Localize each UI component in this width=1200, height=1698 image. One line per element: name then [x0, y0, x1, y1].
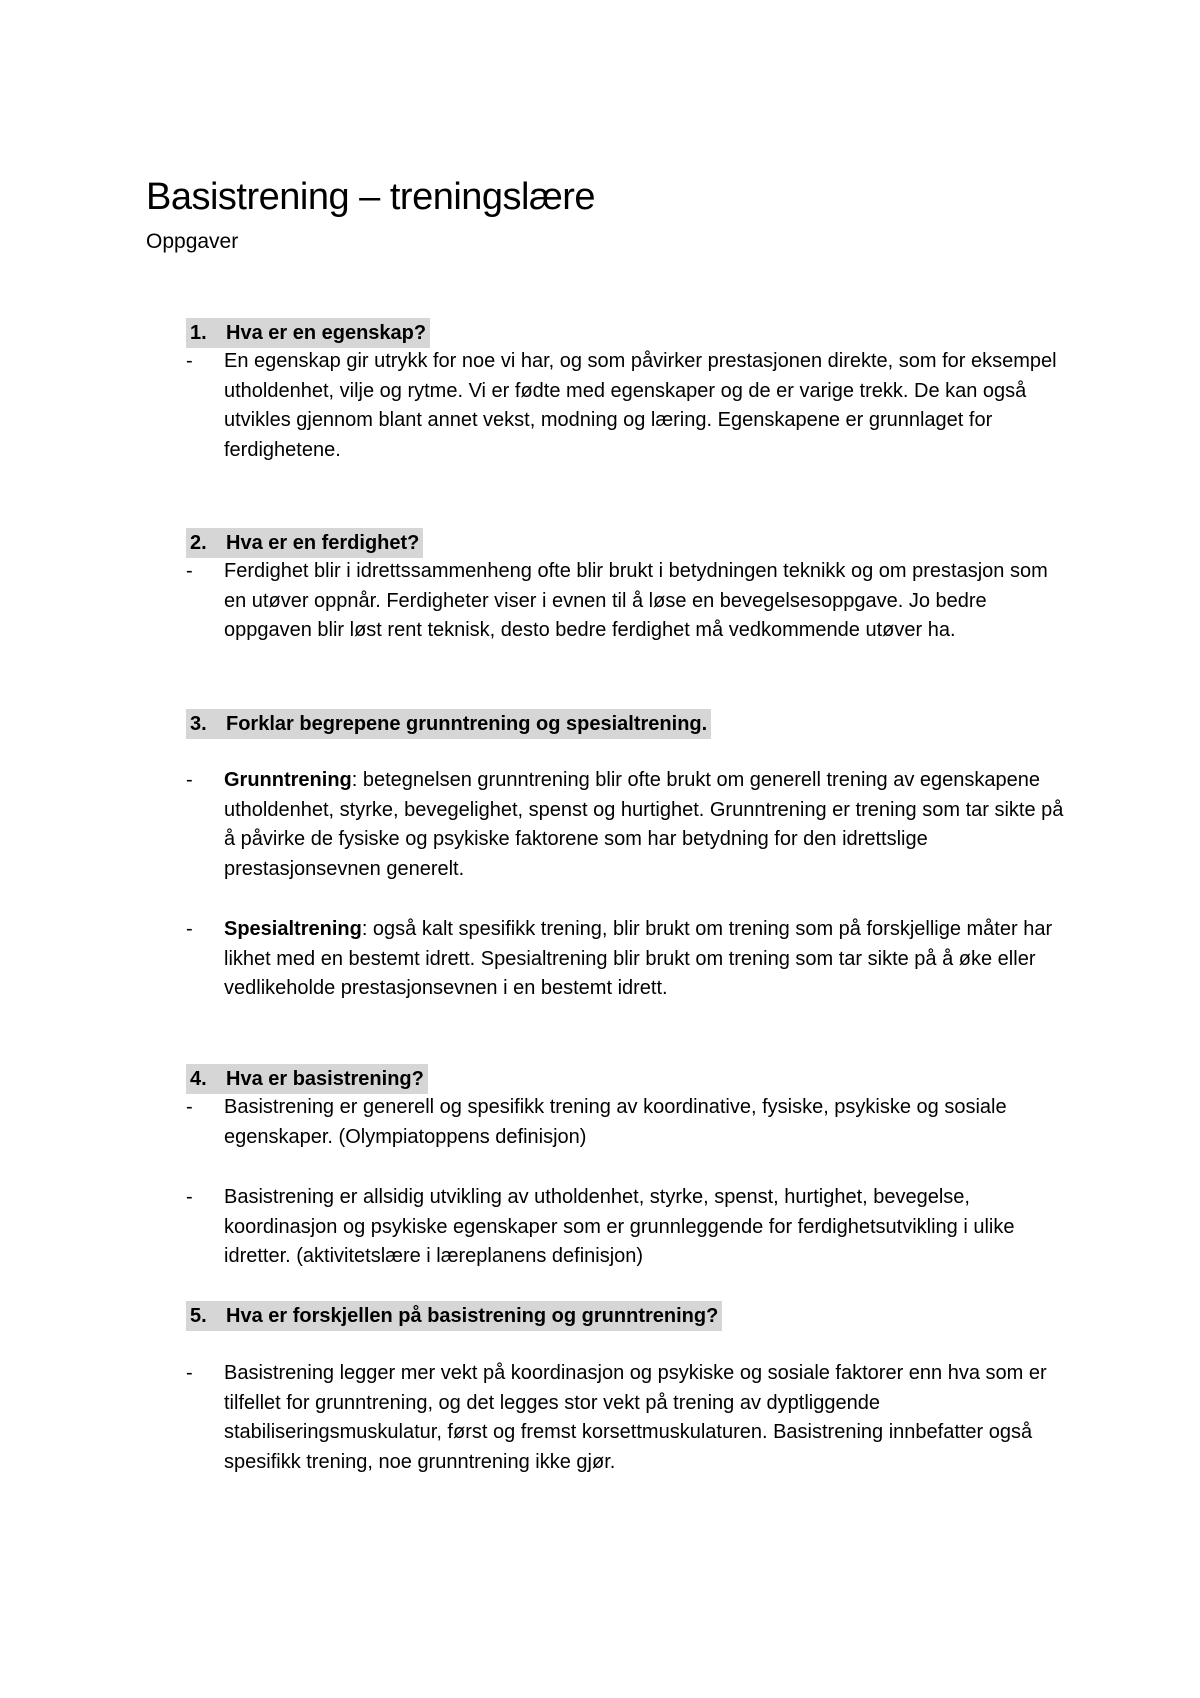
question-text: Forklar begrepene grunntrening og spesialtrening.: [226, 713, 708, 735]
document-subtitle: Oppgaver: [146, 230, 239, 253]
answer-item: [186, 915, 1066, 1004]
answer-term: Grunntrening: [224, 769, 352, 791]
bullet-dash: -: [186, 1096, 193, 1118]
answer-text: : betegnelsen grunntrening blir ofte brukt om generell trening av egenskapene utholdenhet, styrke, bevegelighet, spenst og hurtighet. Grunntrening er trening som tar sikte på å påvirke de fysiske og psykiske faktorene som har betydning for den idrettslige prestasjonsevnen generelt.: [224, 769, 1064, 880]
question-number: 5.: [190, 1305, 207, 1327]
question-heading-1: [186, 318, 430, 348]
question-text: Hva er basistrening?: [226, 1068, 424, 1090]
bullet-dash: -: [186, 560, 193, 582]
answer-item: [186, 1093, 1066, 1152]
answer-term: Spesialtrening: [224, 918, 362, 940]
question-text: Hva er en egenskap?: [226, 322, 427, 344]
answer-text: : også kalt spesifikk trening, blir brukt om trening som på forskjellige måter har likhet med en bestemt idrett. Spesialtrening blir brukt om trening som tar sikte på å øke eller vedlikeholde prestasjonsevnen i en bestemt idrett.: [224, 918, 1053, 999]
question-heading-2: [186, 528, 423, 558]
answer-item: [186, 1359, 1066, 1477]
question-heading-4: [186, 1064, 428, 1094]
bullet-dash: -: [186, 769, 193, 791]
bullet-dash: -: [186, 1362, 193, 1384]
answer-text: Basistrening er generell og spesifikk trening av koordinative, fysiske, psykiske og sosiale egenskaper. (Olympiatoppens definisjon): [224, 1096, 1007, 1148]
answer-item: [186, 347, 1066, 465]
answer-item: [186, 557, 1066, 646]
question-text: Hva er en ferdighet?: [226, 532, 420, 554]
bullet-dash: -: [186, 1186, 193, 1208]
bullet-dash: -: [186, 918, 193, 940]
answer-item: [186, 766, 1066, 884]
answer-text: Basistrening er allsidig utvikling av utholdenhet, styrke, spenst, hurtighet, bevegelse, koordinasjon og psykiske egenskaper som er grunnleggende for ferdighetsutvikling i ulike idretter. (aktivitetslære i læreplanens definisjon): [224, 1186, 1015, 1267]
bullet-dash: -: [186, 350, 193, 372]
question-number: 2.: [190, 532, 207, 554]
question-text: Hva er forskjellen på basistrening og grunntrening?: [226, 1305, 719, 1327]
document-title: Basistrening – treningslære: [146, 176, 596, 218]
question-number: 3.: [190, 713, 207, 735]
answer-text: Basistrening legger mer vekt på koordinasjon og psykiske og sosiale faktorer enn hva som er tilfellet for grunntrening, og det legges stor vekt på trening av dyptliggende stabiliseringsmuskulatur, først og fremst korsettmuskulaturen. Basistrening innbefatter også spesifikk trening, noe grunntrening ikke gjør.: [224, 1362, 1047, 1473]
answer-text: Ferdighet blir i idrettssammenheng ofte blir brukt i betydningen teknikk og om prestasjon som en utøver oppnår. Ferdigheter viser i evnen til å løse en bevegelsesoppgave. Jo bedre oppgaven blir løst rent teknisk, desto bedre ferdighet må vedkommende utøver ha.: [224, 560, 1048, 641]
answer-text: En egenskap gir utrykk for noe vi har, og som påvirker prestasjonen direkte, som for eksempel utholdenhet, vilje og rytme. Vi er fødte med egenskaper og de er varige trekk. De kan også utvikles gjennom blant annet vekst, modning og læring. Egenskapene er grunnlaget for ferdighetene.: [224, 350, 1057, 461]
question-number: 4.: [190, 1068, 207, 1090]
question-number: 1.: [190, 322, 207, 344]
question-heading-5: [186, 1301, 722, 1331]
answer-item: [186, 1183, 1066, 1272]
question-heading-3: [186, 709, 711, 739]
